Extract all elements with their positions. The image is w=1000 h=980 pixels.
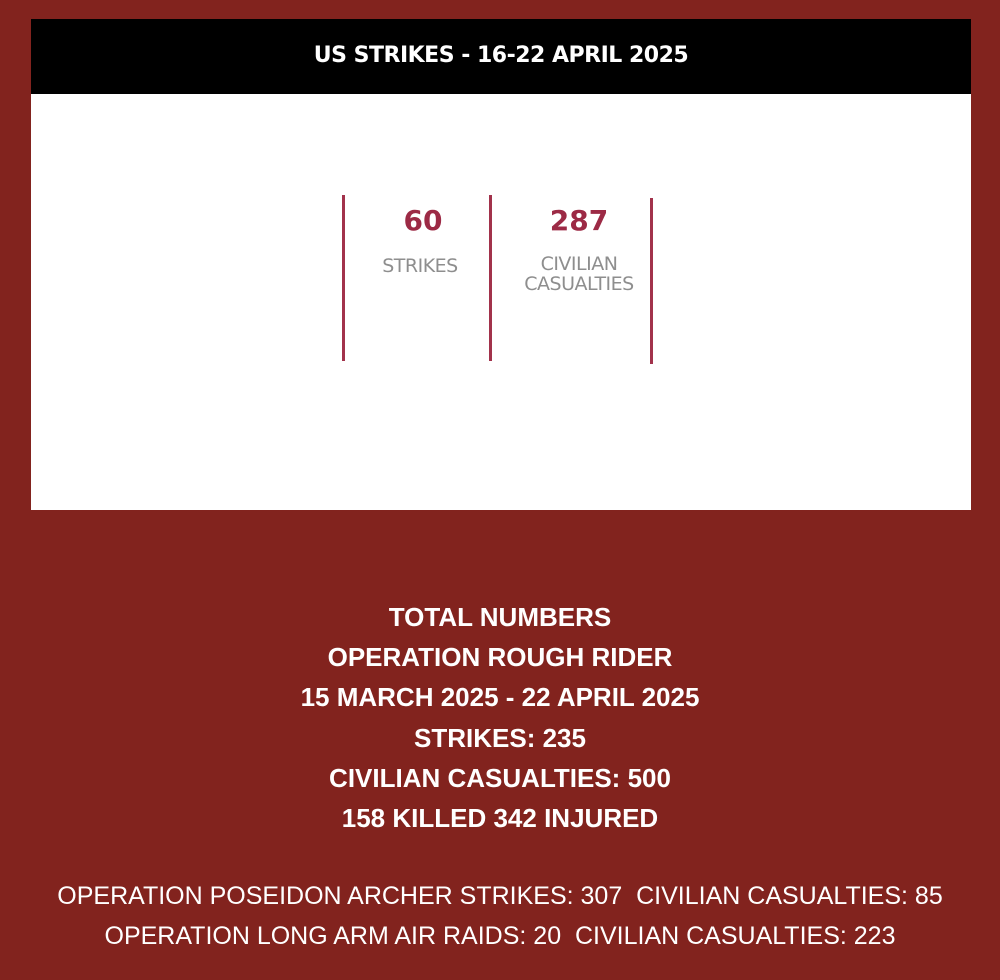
total-civilian-casualties: CIVILIAN CASUALTIES: 500: [329, 762, 671, 793]
divider-line-right: [650, 198, 653, 364]
civilian-casualties-label: [511, 254, 647, 294]
operation-name: OPERATION ROUGH RIDER: [327, 642, 673, 673]
operation-long-arm: OPERATION LONG ARM AIR RAIDS: 20 CIVILIAN CASUALTIES: 223: [104, 922, 896, 950]
killed-injured: 158 KILLED 342 INJURED: [341, 803, 659, 834]
civilian-casualties-count: 287: [549, 204, 609, 237]
civilian-label-line1: CIVILIAN: [540, 253, 618, 275]
strikes-label: STRIKES: [382, 255, 458, 277]
strikes-count: 60: [403, 204, 443, 237]
operation-poseidon-archer: OPERATION POSEIDON ARCHER STRIKES: 307 CIVILIAN CASUALTIES: 85: [57, 882, 943, 910]
divider-line-left: [342, 195, 345, 361]
totals-summary: [0, 597, 1000, 838]
civilian-label-line2: CASUALTIES: [524, 273, 634, 295]
other-operations: [0, 876, 1000, 956]
card-title: US STRIKES - 16-22 APRIL 2025: [31, 19, 971, 94]
strikes-card: [31, 19, 971, 510]
totals-heading: TOTAL NUMBERS: [388, 602, 612, 632]
total-strikes: STRIKES: 235: [414, 722, 586, 753]
date-range: 15 MARCH 2025 - 22 APRIL 2025: [300, 682, 700, 713]
